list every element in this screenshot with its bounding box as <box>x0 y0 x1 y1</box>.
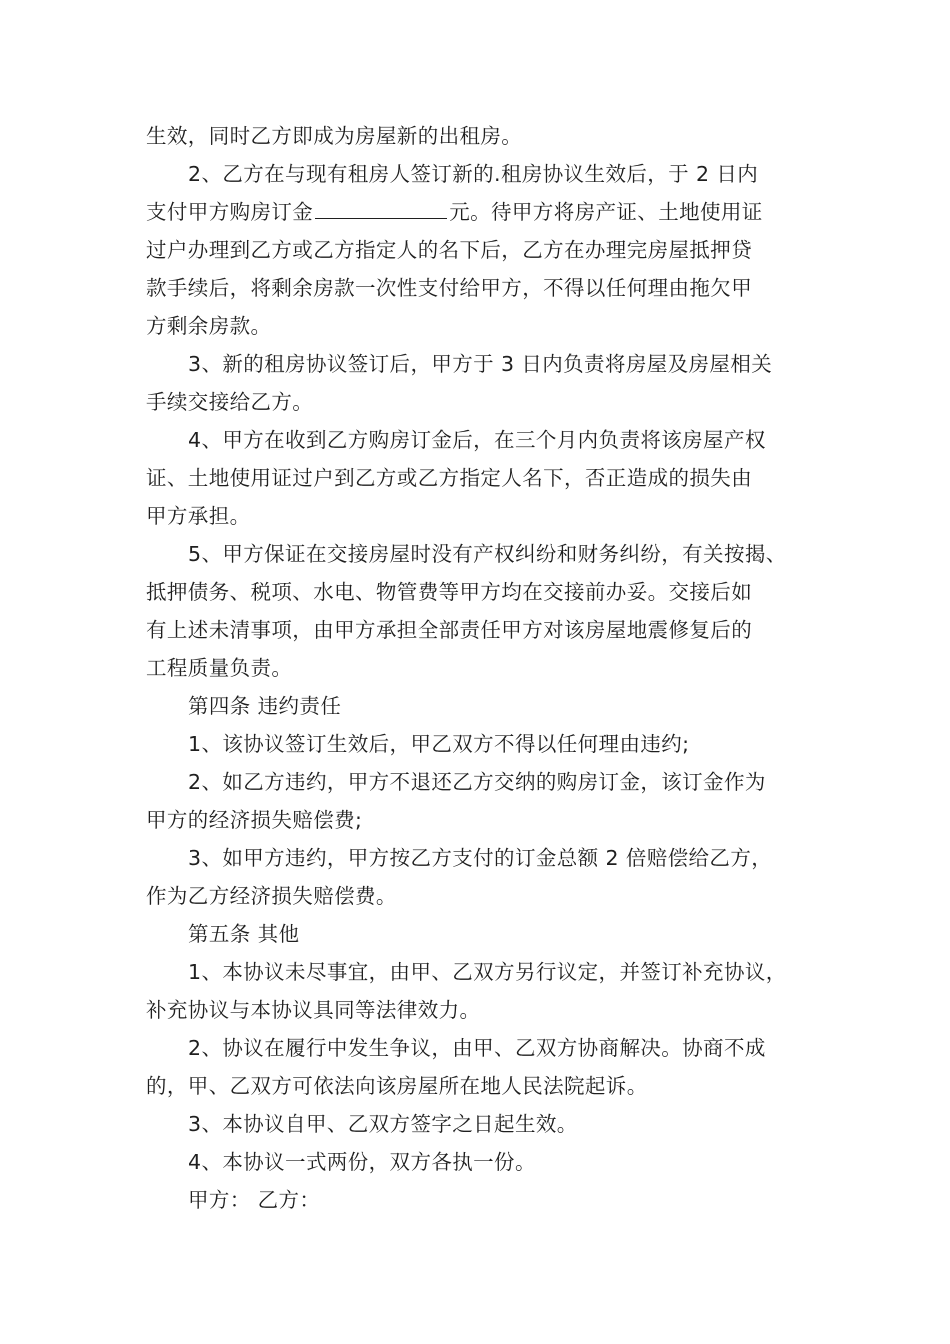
article-5-clause-4: 4、本协议一式两份，双方各执一份。 <box>188 1150 536 1174</box>
clause-2-line: 2、乙方在与现有租房人签订新的.租房协议生效后，于 2 日内 <box>188 162 759 186</box>
text-line: 抵押债务、税项、水电、物管费等甲方均在交接前办妥。交接后如 <box>146 580 753 604</box>
text-line: 作为乙方经济损失赔偿费。 <box>146 884 397 908</box>
text-line: 工程质量负责。 <box>146 656 293 680</box>
text-line: 生效，同时乙方即成为房屋新的出租房。 <box>146 124 523 148</box>
text-line: 的，甲、乙双方可依法向该房屋所在地人民法院起诉。 <box>146 1074 648 1098</box>
clause-3-line: 3、新的租房协议签订后，甲方于 3 日内负责将房屋及房屋相关 <box>188 352 773 376</box>
article-5-heading: 第五条 其他 <box>188 922 300 946</box>
text-after-blank: 元。待甲方将房产证、土地使用证 <box>449 200 763 224</box>
signature-line: 甲方： 乙方： <box>188 1188 321 1212</box>
text-line-with-blank <box>146 193 826 231</box>
document-body <box>146 117 826 1219</box>
text-line: 手续交接给乙方。 <box>146 390 314 414</box>
text-line: 补充协议与本协议具同等法律效力。 <box>146 998 481 1022</box>
article-5-clause-2: 2、协议在履行中发生争议，由甲、乙双方协商解决。协商不成 <box>188 1036 766 1060</box>
article-5-clause-3: 3、本协议自甲、乙双方签字之日起生效。 <box>188 1112 578 1136</box>
text-line: 甲方的经济损失赔偿费; <box>146 808 363 832</box>
deposit-amount-blank <box>315 198 447 219</box>
clause-5-line: 5、甲方保证在交接房屋时没有产权纠纷和财务纠纷，有关按揭、 <box>188 542 787 566</box>
text-line: 甲方承担。 <box>146 504 251 528</box>
article-4-heading: 第四条 违约责任 <box>188 694 342 718</box>
text-line: 过户办理到乙方或乙方指定人的名下后，乙方在办理完房屋抵押贷 <box>146 238 753 262</box>
article-4-clause-3: 3、如甲方违约，甲方按乙方支付的订金总额 2 倍赔偿给乙方， <box>188 846 773 870</box>
text-line: 款手续后，将剩余房款一次性支付给甲方，不得以任何理由拖欠甲 <box>146 276 753 300</box>
text-line: 方剩余房款。 <box>146 314 272 338</box>
text-before-blank: 支付甲方购房订金 <box>146 200 314 224</box>
clause-4-line: 4、甲方在收到乙方购房订金后，在三个月内负责将该房屋产权 <box>188 428 766 452</box>
article-5-clause-1: 1、本协议未尽事宜，由甲、乙双方另行议定，并签订补充协议， <box>188 960 787 984</box>
text-line: 证、土地使用证过户到乙方或乙方指定人名下，否正造成的损失由 <box>146 466 753 490</box>
article-4-clause-1: 1、该协议签订生效后，甲乙双方不得以任何理由违约; <box>188 732 690 756</box>
text-line: 有上述未清事项，由甲方承担全部责任甲方对该房屋地震修复后的 <box>146 618 753 642</box>
article-4-clause-2: 2、如乙方违约，甲方不退还乙方交纳的购房订金，该订金作为 <box>188 770 766 794</box>
